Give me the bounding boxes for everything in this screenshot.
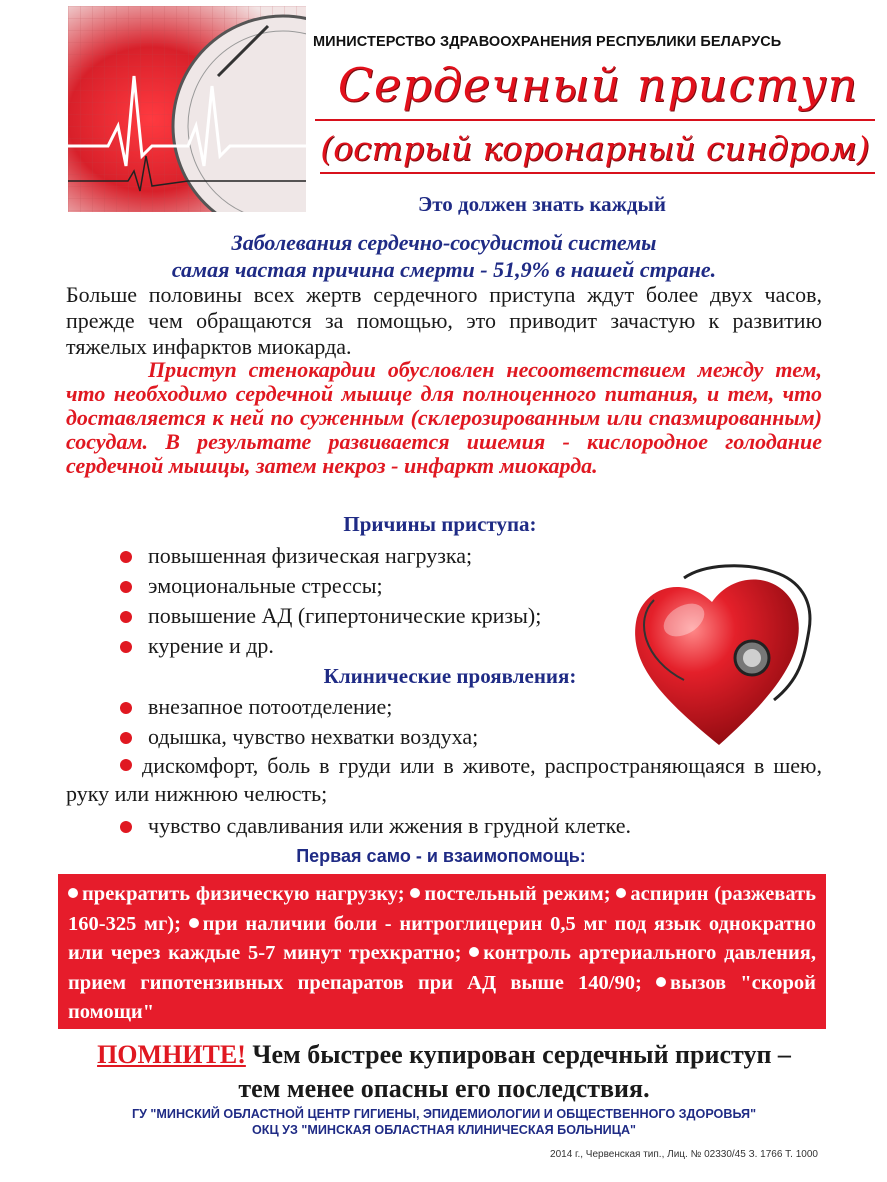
list-item: одышка, чувство нехватки воздуха;	[120, 722, 820, 752]
bullet-icon	[189, 918, 199, 928]
statistic-line-2: самая частая причина смерти - 51,9% в нашей стране.	[171, 257, 717, 282]
bullet-icon	[120, 821, 132, 833]
ministry-name: МИНИСТЕРСТВО ЗДРАВООХРАНЕНИЯ РЕСПУБЛИКИ БЕЛАРУСЬ	[313, 34, 782, 50]
intro-paragraph: Больше половины всех жертв сердечного приступа ждут более двух часов, прежде чем обращаются за помощью, это приводит зачастую к развитию тяжелых инфарктов миокарда.	[66, 282, 822, 359]
remember-line-1: Чем быстрее купирован сердечный приступ –	[252, 1040, 791, 1069]
org-line-1: ГУ "МИНСКИЙ ОБЛАСТНОЙ ЦЕНТР ГИГИЕНЫ, ЭПИДЕМИОЛОГИИ И ОБЩЕСТВЕННОГО ЗДОРОВЬЯ"	[131, 1107, 757, 1121]
bullet-icon	[120, 759, 132, 771]
first-aid-box	[58, 874, 826, 1029]
organizations	[66, 1106, 822, 1138]
list-item: повышенная физическая нагрузка;	[120, 541, 640, 571]
clinical-heading: Клинические проявления:	[323, 664, 577, 688]
first-aid-heading: Первая само - и взаимопомощь:	[296, 846, 586, 866]
statistic-block	[66, 229, 822, 283]
bullet-icon	[120, 641, 132, 653]
header-ecg-image	[68, 6, 306, 212]
list-item: чувство сдавливания или жжения в грудной клетке.	[120, 812, 820, 840]
list-item: дискомфорт, боль в груди или в животе, распространяющаяся в шею, руку или нижнюю челюсть;	[66, 753, 822, 806]
must-know-heading: Это должен знать каждый	[417, 192, 667, 216]
angina-paragraph: Приступ стенокардии обусловлен несоответствием между тем, что необходимо сердечной мышце для полноценного питания, и тем, что доставляется к ней по суженным (склерозированным или спазмированным) сосудам. В результате развивается ишемия - кислородное голодание сердечной мышцы, затем некроз - инфаркт миокарда.	[66, 357, 822, 478]
bullet-icon	[410, 888, 420, 898]
title-underline	[315, 119, 875, 121]
remember-line-2: тем менее опасны его последствия.	[238, 1074, 650, 1103]
page-title: Сердечный приступ	[337, 58, 859, 112]
statistic-line-1: Заболевания сердечно-сосудистой системы	[231, 230, 657, 255]
causes-list	[120, 541, 640, 661]
bullet-icon	[120, 732, 132, 744]
bullet-icon	[469, 947, 479, 957]
bullet-icon	[656, 977, 666, 987]
bullet-icon	[120, 611, 132, 623]
list-item: внезапное потоотделение;	[120, 692, 820, 722]
remember-block	[66, 1038, 822, 1106]
clinical-list	[120, 692, 820, 752]
remember-keyword: ПОМНИТЕ!	[97, 1040, 246, 1069]
bullet-icon	[68, 888, 78, 898]
causes-heading: Причины приступа:	[343, 512, 537, 536]
org-line-2: ОКЦ УЗ "МИНСКАЯ ОБЛАСТНАЯ КЛИНИЧЕСКАЯ БОЛЬНИЦА"	[251, 1123, 637, 1137]
page-subtitle: (острый коронарный синдром)	[320, 129, 870, 168]
bullet-icon	[120, 581, 132, 593]
first-aid-text: прекратить физическую нагрузку; постельный режим; аспирин (разжевать 160-325 мг); при наличии боли - нитроглицерин 0,5 мг под язык однократно или через каждые 5-7 минут трехкратно; контроль артериального давления, прием гипотензивных препаратов при АД выше 140/90; вызов "скорой помощи"	[68, 883, 816, 1023]
bullet-icon	[120, 551, 132, 563]
print-info: 2014 г., Червенская тип., Лиц. № 02330/45 З. 1766 Т. 1000	[550, 1149, 818, 1160]
bullet-icon	[120, 702, 132, 714]
bullet-icon	[616, 888, 626, 898]
list-item: повышение АД (гипертонические кризы);	[120, 601, 640, 631]
list-item: курение и др.	[120, 631, 640, 661]
subtitle-underline	[320, 172, 875, 174]
list-item: эмоциональные стрессы;	[120, 571, 640, 601]
